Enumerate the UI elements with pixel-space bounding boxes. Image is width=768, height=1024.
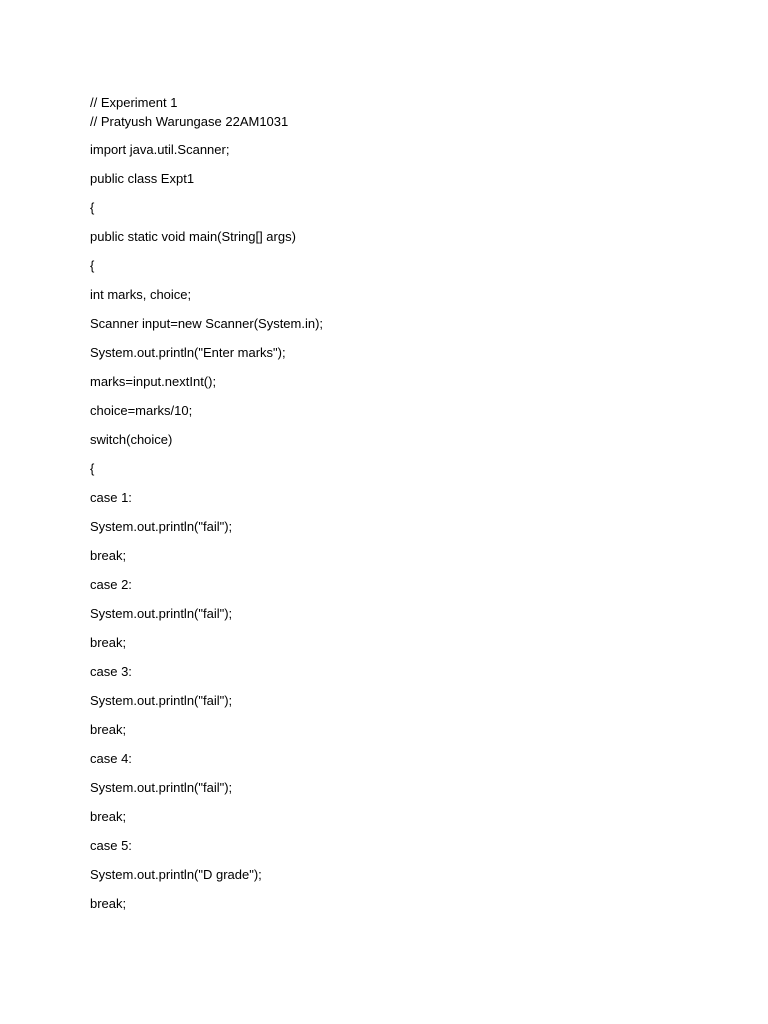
code-line: case 3: — [90, 664, 132, 679]
code-line: { — [90, 200, 95, 215]
code-line: System.out.println("fail"); — [90, 606, 233, 621]
code-line: break; — [90, 635, 127, 650]
code-line: System.out.println("fail"); — [90, 780, 233, 795]
code-line: public class Expt1 — [90, 171, 195, 186]
code-line: break; — [90, 896, 127, 911]
code-line: choice=marks/10; — [90, 403, 193, 418]
code-line: case 4: — [90, 751, 132, 766]
code-line: case 2: — [90, 577, 132, 592]
code-line: System.out.println("D grade"); — [90, 867, 262, 882]
comment-line-experiment: // Experiment 1 — [90, 95, 178, 110]
code-line: import java.util.Scanner; — [90, 142, 230, 157]
comment-line-author: // Pratyush Warungase 22AM1031 — [90, 114, 289, 129]
code-line: break; — [90, 722, 127, 737]
code-line: break; — [90, 809, 127, 824]
code-line: public static void main(String[] args) — [90, 229, 296, 244]
code-line: marks=input.nextInt(); — [90, 374, 217, 389]
code-line: System.out.println("Enter marks"); — [90, 345, 286, 360]
code-line: case 5: — [90, 838, 132, 853]
code-line: switch(choice) — [90, 432, 173, 447]
code-block — [90, 140, 323, 923]
comment-header — [90, 93, 288, 131]
code-line: Scanner input=new Scanner(System.in); — [90, 316, 324, 331]
code-line: int marks, choice; — [90, 287, 192, 302]
code-line: System.out.println("fail"); — [90, 693, 233, 708]
code-line: { — [90, 258, 95, 273]
code-line: break; — [90, 548, 127, 563]
code-line: case 1: — [90, 490, 132, 505]
code-line: System.out.println("fail"); — [90, 519, 233, 534]
code-line: { — [90, 461, 95, 476]
